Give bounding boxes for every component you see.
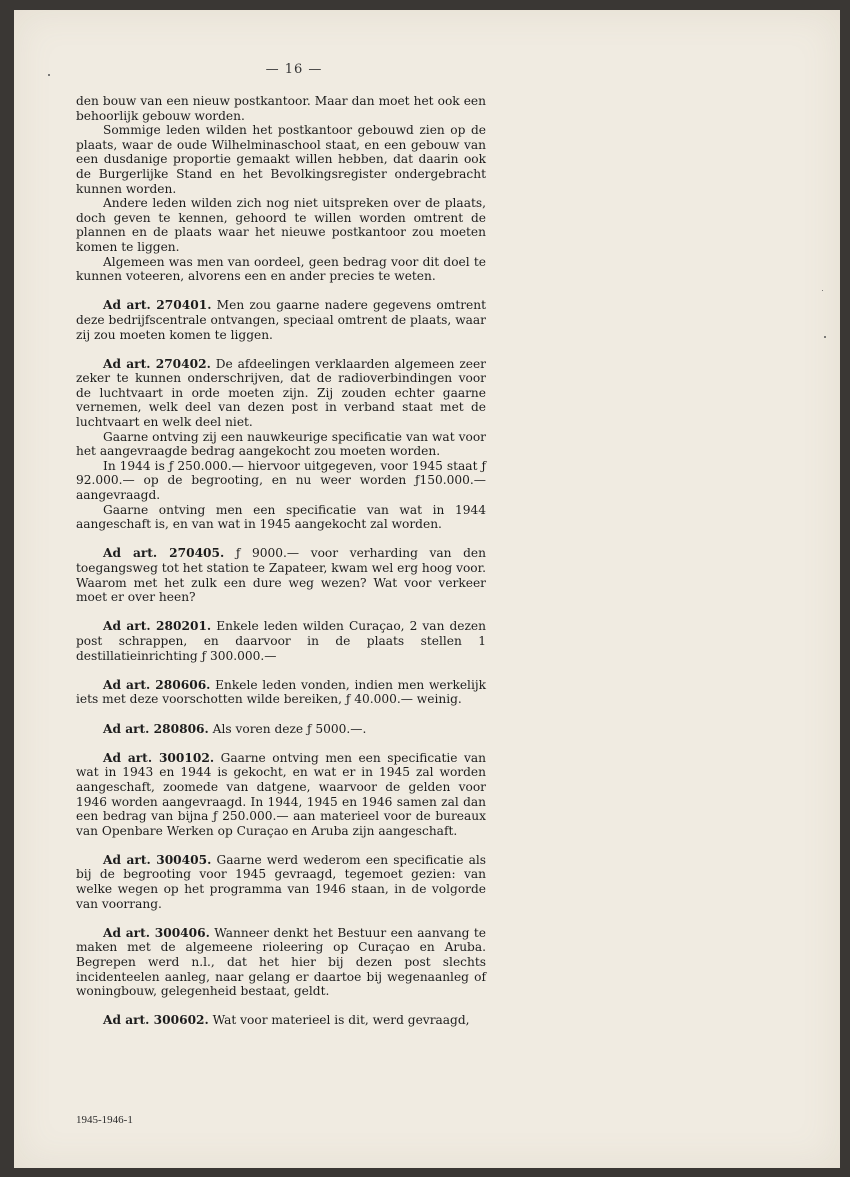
- article-paragraph: [76, 298, 486, 342]
- article-paragraph: [76, 357, 486, 430]
- article-paragraph: [76, 1013, 486, 1028]
- paragraph: Gaarne ontving zij een nauwkeurige specificatie van wat voor het aangevraagde bedrag aangekocht zou moeten worden.: [76, 429, 486, 459]
- article-paragraph: [76, 751, 486, 839]
- article-paragraph: [76, 546, 486, 604]
- article-heading: Ad art. 270402.: [103, 356, 211, 371]
- article-text: Wanneer denkt het Bestuur een aanvang te maken met de algemeene rioleering op Curaçao en Aruba. Begrepen werd n.l., dat het hier bij dezen post slechts incidenteelen aanleg, naar gelang er daartoe bij wegenaanleg of woningbouw, gelegenheid bestaat, geldt.: [76, 925, 486, 999]
- article-heading: Ad art. 300602.: [103, 1013, 209, 1028]
- page-number: — 16 —: [265, 62, 323, 77]
- article-heading: Ad art. 300406.: [103, 925, 210, 940]
- paper-speck: [822, 290, 823, 291]
- article-text: Gaarne ontving men een specificatie van wat in 1943 en 1944 is gekocht, en wat er in 1945 zal worden aangeschaft, zoomede van datgene, waarvoor de gelden voor 1946 worden aangevraagd. In 1944, 1945 en 1946 samen zal dan een bedrag van bijna ƒ 250.000.— aan materieel voor de bureaux van Openbare Werken op Curaçao en Aruba zijn aangeschaft.: [76, 750, 486, 838]
- paragraph: Sommige leden wilden het postkantoor gebouwd zien op de plaats, waar de oude Wilhelminaschool staat, en een gebouw van een dusdanige proportie gemaakt willen hebben, dat daarin ook de Burgerlijke Stand en het Bevolkingsregister ondergebracht kunnen worden.: [76, 123, 486, 196]
- paragraph: Gaarne ontving men een specificatie van wat in 1944 aangeschaft is, en van wat in 1945 aangekocht zal worden.: [76, 502, 486, 532]
- article-paragraph: [76, 619, 486, 663]
- article-text: De afdeelingen verklaarden algemeen zeer zeker te kunnen onderschrijven, dat de radioverbindingen voor de luchtvaart in orde moeten zijn. Zij zouden echter gaarne vernemen, welk deel van dezen post in verband staat met de luchtvaart en welk deel niet.: [76, 356, 487, 430]
- article-paragraph: [76, 926, 486, 999]
- article-heading: Ad art. 280606.: [103, 677, 211, 692]
- article-paragraph: [76, 853, 486, 911]
- article-text: Wat voor materieel is dit, werd gevraagd,: [208, 1013, 470, 1028]
- paper-speck: [48, 74, 50, 76]
- article-text: Enkele leden wilden Curaçao, 2 van dezen post schrappen, en daarvoor in de plaats stellen 1 destillatieinrichting ƒ 300.000.—: [76, 619, 486, 663]
- paragraph: Algemeen was men van oordeel, geen bedrag voor dit doel te kunnen voteeren, alvorens een en ander precies te weten.: [76, 254, 486, 284]
- article-heading: Ad art. 280201.: [103, 619, 212, 634]
- paragraph: Andere leden wilden zich nog niet uitspreken over de plaats, doch geven te kennen, gehoord te willen worden omtrent de plannen en de plaats waar het nieuwe postkantoor zou moeten komen te liggen.: [76, 196, 486, 254]
- article-heading: Ad art. 280806.: [103, 721, 209, 736]
- paragraph: den bouw van een nieuw postkantoor. Maar dan moet het ook een behoorlijk gebouw worden.: [76, 94, 486, 123]
- article-text: Gaarne werd wederom een specificatie als bij de begrooting voor 1945 gevraagd, tegemoet gezien: van welke wegen op het programma van 1946 staan, in de volgorde van voorrang.: [76, 852, 486, 911]
- paragraph: In 1944 is ƒ 250.000.— hiervoor uitgegeven, voor 1945 staat ƒ 92.000.— op de begrooting, en nu weer worden ƒ150.000.— aangevraagd.: [76, 458, 486, 503]
- article-paragraph: [76, 722, 486, 737]
- article-paragraph: [76, 678, 486, 707]
- article-heading: Ad art. 300405.: [103, 852, 212, 867]
- article-heading: Ad art. 270401.: [103, 298, 212, 313]
- document-body: [76, 94, 486, 1028]
- article-heading: Ad art. 300102.: [103, 750, 215, 765]
- article-text: Als voren deze ƒ 5000.—.: [208, 721, 367, 736]
- article-heading: Ad art. 270405.: [103, 546, 225, 561]
- footer-reference: 1945-1946-1: [76, 1114, 133, 1126]
- article-text: ƒ 9000.— voor verharding van den toegangsweg tot het station te Zapateer, kwam wel erg hoog voor. Waarom met het zulk een dure weg wezen? Wat voor verkeer moet er over heen?: [76, 546, 486, 605]
- paper-speck: [824, 336, 826, 338]
- article-text: Men zou gaarne nadere gegevens omtrent deze bedrijfscentrale ontvangen, speciaal omtrent de plaats, waar zij zou moeten komen te liggen.: [76, 298, 486, 342]
- document-page: [14, 10, 840, 1168]
- article-text: Enkele leden vonden, indien men werkelijk iets met deze voorschotten wilde bereiken, ƒ 40.000.— weinig.: [76, 677, 487, 707]
